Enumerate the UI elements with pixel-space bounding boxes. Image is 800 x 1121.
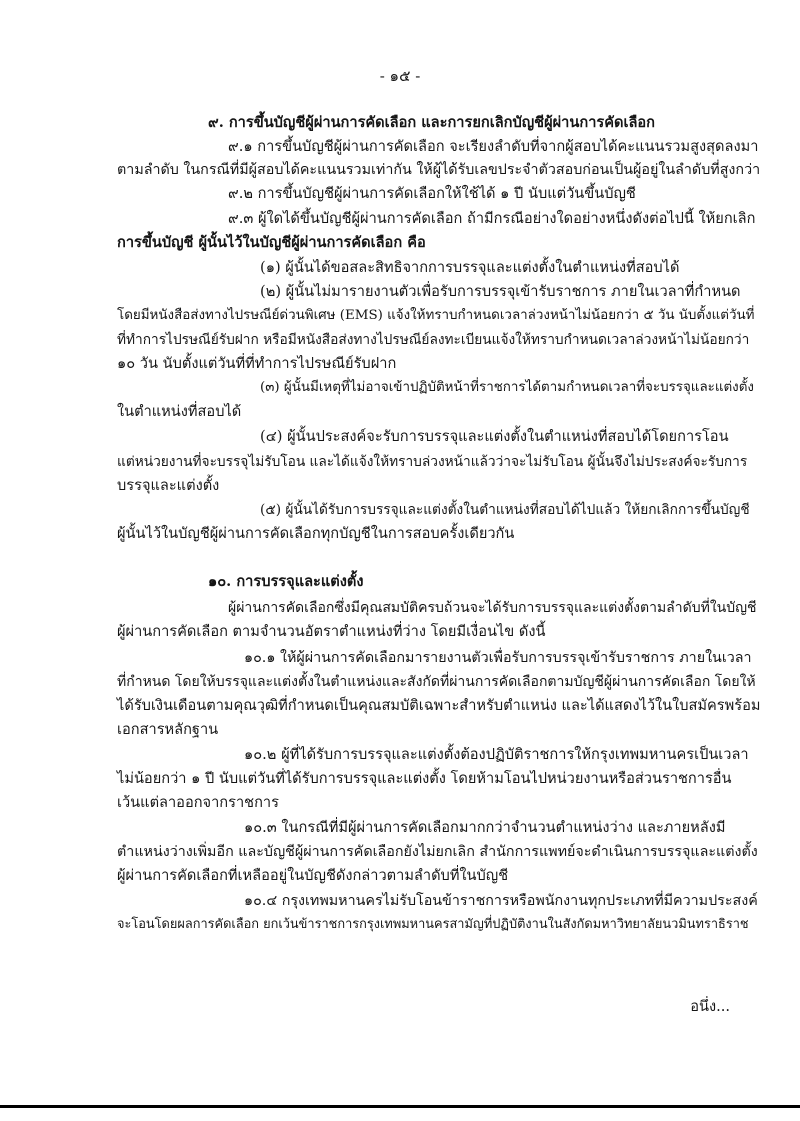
list-item: (๓) ผู้นั้นมีเหตุที่ไม่อาจเข้าปฏิบัติหน้าที่ราชการได้ตามกำหนดเวลาที่จะบรรจุและแต่งตั้ง bbox=[260, 380, 754, 395]
paragraph-line: ผู้ผ่านการคัดเลือกซึ่งมีคุณสมบัติครบถ้วนจะได้รับการบรรจุและแต่งตั้งตามลำดับที่ในบัญชี bbox=[228, 600, 757, 616]
paragraph-line: ไม่น้อยกว่า ๑ ปี นับแต่วันที่ได้รับการบรรจุและแต่งตั้ง โดยห้ามโอนไปหน่วยงานหรือส่วนราชการอื่น bbox=[117, 770, 732, 787]
page-number: - ๑๕ - bbox=[379, 67, 421, 85]
list-item: (๔) ผู้นั้นประสงค์จะรับการบรรจุและแต่งตั้งในตำแหน่งที่สอบได้โดยการโอน bbox=[260, 428, 729, 445]
paragraph-line: จะโอนโดยผลการคัดเลือก ยกเว้นข้าราชการกรุงเทพมหานครสามัญที่ปฏิบัติงานในสังกัดมหาวิทยาลัยนวมินทราธิราช bbox=[117, 917, 749, 932]
section-10-heading: ๑๐. การบรรจุและแต่งตั้ง bbox=[208, 573, 364, 590]
paragraph-line: ในตำแหน่งที่สอบได้ bbox=[117, 403, 242, 420]
paragraph-line: ๑๐.๔ กรุงเทพมหานครไม่รับโอนข้าราชการหรือพนักงานทุกประเภทที่มีความประสงค์ bbox=[244, 893, 758, 909]
paragraph-line: ตำแหน่งว่างเพิ่มอีก และบัญชีผู้ผ่านการคัดเลือกยังไม่ยกเลิก สำนักการแพทย์จะดำเนินการบรรจุและแต่งตั้ง bbox=[117, 844, 758, 860]
paragraph-line: ตามลำดับ ในกรณีที่มีผู้สอบได้คะแนนรวมเท่ากัน ให้ผู้ได้รับเลขประจำตัวสอบก่อนเป็นผู้อยู่ในลำดับที่สูงกว่า bbox=[117, 162, 761, 178]
paragraph-line: ที่กำหนด โดยให้บรรจุและแต่งตั้งในตำแหน่งและสังกัดที่ผ่านการคัดเลือกตามบัญชีผู้ผ่านการคัดเลือก โดยให้ bbox=[117, 674, 756, 690]
paragraph-line: เว้นแต่ลาออกจากราชการ bbox=[117, 794, 279, 811]
paragraph-line: ได้รับเงินเดือนตามคุณวุฒิที่กำหนดเป็นคุณสมบัติเฉพาะสำหรับตำแหน่ง และได้แสดงไว้ในใบสมัครพร้อม bbox=[117, 697, 761, 714]
paragraph-line: โดยมีหนังสือส่งทางไปรษณีย์ด่วนพิเศษ (EMS) แจ้งให้ทราบกำหนดเวลาล่วงหน้าไม่น้อยกว่า ๕ วัน นับตั้งแต่วันที่ bbox=[117, 308, 755, 323]
paragraph-line: การขึ้นบัญชี ผู้นั้นไว้ในบัญชีผู้ผ่านการคัดเลือก คือ bbox=[117, 234, 426, 251]
section-9-heading: ๙. การขึ้นบัญชีผู้ผ่านการคัดเลือก และการยกเลิกบัญชีผู้ผ่านการคัดเลือก bbox=[208, 114, 655, 131]
paragraph-line: ๙.๑ การขึ้นบัญชีผู้ผ่านการคัดเลือก จะเรียงลำดับที่จากผู้สอบได้คะแนนรวมสูงสุดลงมา bbox=[228, 138, 759, 155]
paragraph-line: บรรจุและแต่งตั้ง bbox=[117, 477, 220, 494]
paragraph-line: ผู้ผ่านการคัดเลือก ตามจำนวนอัตราตำแหน่งที่ว่าง โดยมีเงื่อนไข ดังนี้ bbox=[117, 623, 546, 640]
list-item: (๑) ผู้นั้นได้ขอสละสิทธิจากการบรรจุและแต่งตั้งในตำแหน่งที่สอบได้ bbox=[260, 259, 680, 276]
bottom-rule bbox=[0, 1105, 800, 1108]
paragraph-line: ๙.๓ ผู้ใดได้ขึ้นบัญชีผู้ผ่านการคัดเลือก ถ้ามีกรณีอย่างใดอย่างหนึ่งดังต่อไปนี้ ให้ยกเลิก bbox=[228, 210, 756, 227]
paragraph-line: ๑๐.๑ ให้ผู้ผ่านการคัดเลือกมารายงานตัวเพื่อรับการบรรจุเข้ารับราชการ ภายในเวลา bbox=[244, 650, 752, 666]
paragraph-line: ที่ทำการไปรษณีย์รับฝาก หรือมีหนังสือส่งทางไปรษณีย์ลงทะเบียนแจ้งให้ทราบกำหนดเวลาล่วงหน้าไม่น้อยกว่า bbox=[117, 332, 750, 348]
paragraph-line: แต่หน่วยงานที่จะบรรจุไม่รับโอน และได้แจ้งให้ทราบล่วงหน้าแล้วว่าจะไม่รับโอน ผู้นั้นจึงไม่ประสงค์จะรับการ bbox=[117, 454, 748, 470]
paragraph-line: เอกสารหลักฐาน bbox=[117, 721, 219, 738]
paragraph-line: ผู้ผ่านการคัดเลือกที่เหลืออยู่ในบัญชีดังกล่าวตามลำดับที่ในบัญชี bbox=[117, 867, 509, 884]
list-item: (๒) ผู้นั้นไม่มารายงานตัวเพื่อรับการบรรจุเข้ารับราชการ ภายในเวลาที่กำหนด bbox=[260, 283, 741, 300]
paragraph-line: ผู้นั้นไว้ในบัญชีผู้ผ่านการคัดเลือกทุกบัญชีในการสอบครั้งเดียวกัน bbox=[117, 525, 515, 542]
paragraph-line: ๑๐ วัน นับตั้งแต่วันที่ที่ทำการไปรษณีย์รับฝาก bbox=[117, 355, 397, 372]
paragraph-line: ๑๐.๓ ในกรณีที่มีผู้ผ่านการคัดเลือกมากกว่าจำนวนตำแหน่งว่าง และภายหลังมี bbox=[244, 819, 726, 836]
continuation-text: อนึ่ง... bbox=[690, 998, 730, 1015]
paragraph-line: ๙.๒ การขึ้นบัญชีผู้ผ่านการคัดเลือกให้ใช้ได้ ๑ ปี นับแต่วันขึ้นบัญชี bbox=[228, 185, 636, 202]
paragraph-line: ๑๐.๒ ผู้ที่ได้รับการบรรจุและแต่งตั้งต้องปฏิบัติราชการให้กรุงเทพมหานครเป็นเวลา bbox=[244, 746, 749, 763]
list-item: (๕) ผู้นั้นได้รับการบรรจุและแต่งตั้งในตำแหน่งที่สอบได้ไปแล้ว ให้ยกเลิกการขึ้นบัญชี bbox=[260, 502, 750, 518]
